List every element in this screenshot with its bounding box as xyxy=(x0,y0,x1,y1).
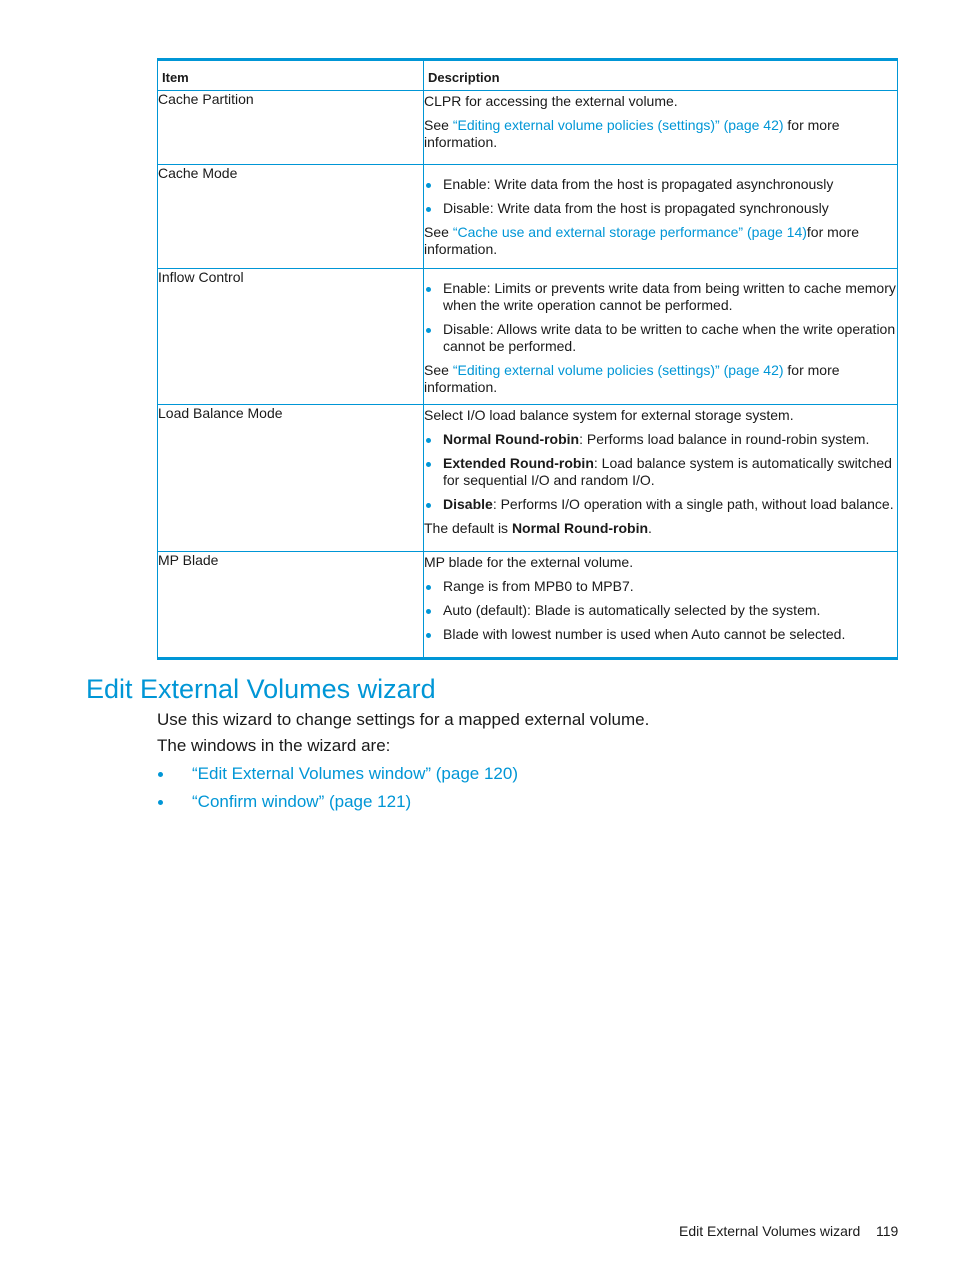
see-prefix: See xyxy=(424,224,453,240)
bullet-list xyxy=(424,578,897,643)
settings-table-wrapper xyxy=(157,58,897,660)
table-header-row xyxy=(158,60,898,91)
description-cell xyxy=(424,405,898,552)
term-description: : Performs I/O operation with a single path, without load balance. xyxy=(492,496,894,512)
list-item: Disable: Allows write data to be written to cache when the write operation cannot be performed. xyxy=(424,321,897,355)
description-text: CLPR for accessing the external volume. xyxy=(424,93,678,109)
item-cell: Inflow Control xyxy=(158,269,424,405)
table-row xyxy=(158,165,898,269)
page-number: 119 xyxy=(876,1223,899,1239)
column-header-description: Description xyxy=(424,60,898,91)
default-suffix: . xyxy=(648,520,652,536)
item-cell: MP Blade xyxy=(158,552,424,659)
list-item: Enable: Write data from the host is propagated asynchronously xyxy=(424,176,897,193)
section-intro: Use this wizard to change settings for a mapped external volume. xyxy=(157,710,650,729)
list-item: Disable: Write data from the host is propagated synchronously xyxy=(424,200,897,217)
see-also-text xyxy=(424,362,897,396)
settings-table xyxy=(157,58,898,660)
windows-intro: The windows in the wizard are: xyxy=(157,736,391,755)
description-text: Select I/O load balance system for external storage system. xyxy=(424,407,794,423)
column-header-item: Item xyxy=(158,60,424,91)
cross-reference-link[interactable]: “Cache use and external storage performance” (page 14) xyxy=(452,224,807,240)
bullet-list xyxy=(424,431,897,513)
list-item xyxy=(424,431,897,448)
default-text xyxy=(424,520,897,537)
table-row xyxy=(158,405,898,552)
table-row xyxy=(158,269,898,405)
bold-term: Extended Round-robin xyxy=(443,455,594,471)
bullet-icon xyxy=(158,800,163,805)
bold-term: Disable xyxy=(443,496,493,512)
term-description: : Load balance system is automatically switched for sequential I/O and random I/O. xyxy=(443,455,892,488)
item-cell: Load Balance Mode xyxy=(158,405,424,552)
bullet-list xyxy=(424,280,897,355)
item-cell: Cache Partition xyxy=(158,91,424,165)
edit-external-volumes-window-link[interactable]: “Edit External Volumes window” (page 120) xyxy=(192,764,518,783)
list-item xyxy=(424,496,897,513)
table-row xyxy=(158,552,898,659)
see-prefix: See xyxy=(424,117,453,133)
item-cell: Cache Mode xyxy=(158,165,424,269)
table-row xyxy=(158,91,898,165)
see-suffix: for more information. xyxy=(424,117,840,150)
default-prefix: The default is xyxy=(424,520,512,536)
list-item: Range is from MPB0 to MPB7. xyxy=(424,578,897,595)
list-item xyxy=(424,455,897,489)
see-suffix: for more information. xyxy=(424,224,860,257)
description-text: MP blade for the external volume. xyxy=(424,554,634,570)
list-item: Auto (default): Blade is automatically selected by the system. xyxy=(424,602,897,619)
confirm-window-link[interactable]: “Confirm window” (page 121) xyxy=(192,792,412,811)
see-suffix: for more information. xyxy=(424,362,840,395)
bullet-list xyxy=(424,176,897,217)
cross-reference-link[interactable]: “Editing external volume policies (settings)” (page 42) xyxy=(452,362,784,378)
see-also-text xyxy=(424,224,897,258)
bold-term: Normal Round-robin xyxy=(443,431,580,447)
list-item: Enable: Limits or prevents write data from being written to cache memory when the write operation cannot be performed. xyxy=(424,280,897,314)
cross-reference-link[interactable]: “Editing external volume policies (settings)” (page 42) xyxy=(452,117,784,133)
footer-section-title: Edit External Volumes wizard xyxy=(679,1223,861,1239)
default-value: Normal Round-robin xyxy=(511,520,649,536)
description-cell xyxy=(424,91,898,165)
description-cell xyxy=(424,269,898,405)
see-also-text xyxy=(424,117,897,151)
section-heading: Edit External Volumes wizard xyxy=(86,674,436,704)
description-cell xyxy=(424,552,898,659)
bullet-icon xyxy=(158,772,163,777)
description-cell xyxy=(424,165,898,269)
list-item: Blade with lowest number is used when Auto cannot be selected. xyxy=(424,626,897,643)
see-prefix: See xyxy=(424,362,453,378)
term-description: : Performs load balance in round-robin system. xyxy=(579,431,870,447)
